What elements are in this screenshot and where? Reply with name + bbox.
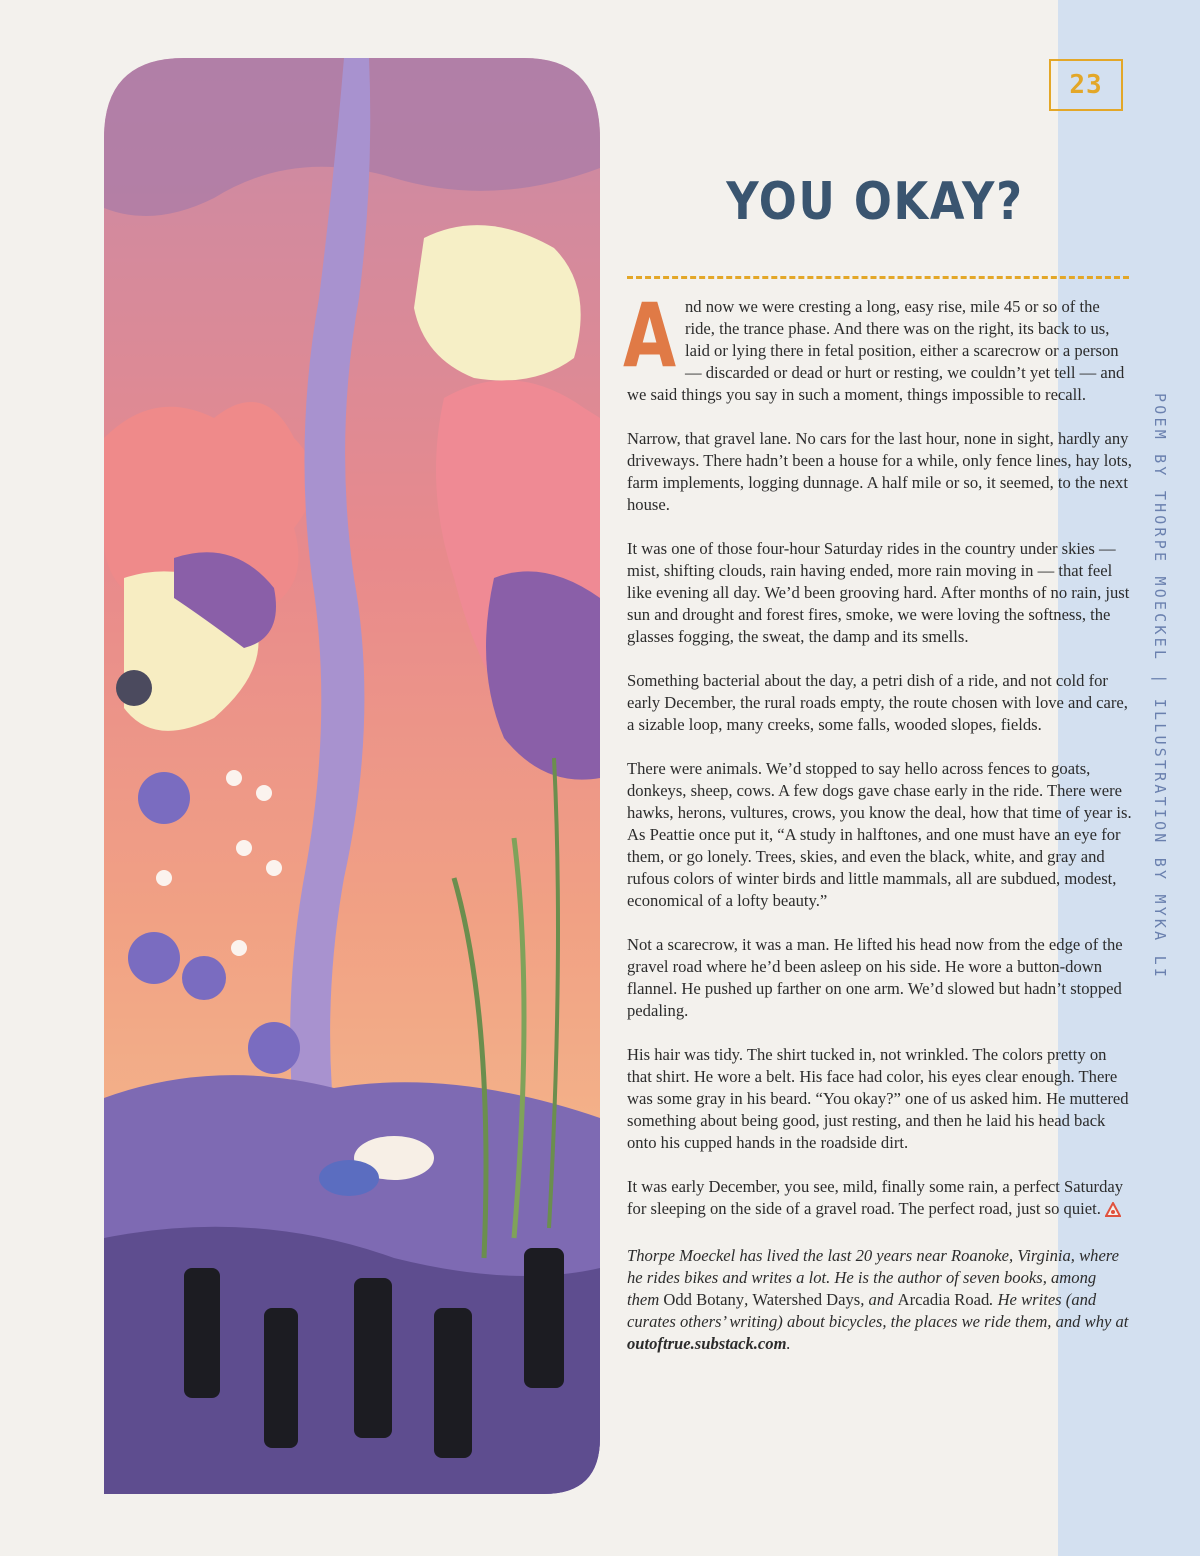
bio-text: . He writes (and curates others’ writing) about bicycles, the places we ride them, and why at [627, 1290, 1129, 1331]
illustration [94, 58, 600, 1494]
bio-text: , and [860, 1290, 898, 1309]
page-number: 23 [1049, 59, 1123, 111]
title-divider [627, 276, 1129, 279]
paragraph: Not a scarecrow, it was a man. He lifted his head now from the edge of the gravel road where he’d been asleep on his side. He wore a button-down flannel. He pushed up farther on one arm. We’d slowed but hadn’t stopped pedaling. [627, 935, 1123, 1020]
author-website-link[interactable]: outoftrue.substack.com [627, 1334, 787, 1353]
paragraph: Something bacterial about the day, a petri dish of a ride, and not cold for early December, the rural roads empty, the route chosen with love and care, a sizable loop, many creeks, some falls, wooded slopes, fields. [627, 671, 1128, 734]
paragraph-text: nd now we were cresting a long, easy rise, mile 45 or so of the ride, the trance phase. And there was on the right, its back to us, laid or lying there in fetal position, either a scarecrow or a person — discarded or dead or hurt or resting, we couldn’t yet tell — and we said things you say in such a moment, things impossible to recall. [627, 297, 1125, 404]
book-title: Watershed Days [752, 1290, 861, 1309]
paragraph [627, 1176, 1132, 1223]
paragraph-text: It was early December, you see, mild, finally some rain, a perfect Saturday for sleeping on the side of a gravel road. The perfect road, just so quiet. [627, 1177, 1124, 1218]
paragraph: Narrow, that gravel lane. No cars for the last hour, none in sight, hardly any driveways. There hadn’t been a house for a while, only fence lines, hay lots, farm implements, logging dunnage. A half mile or so, it seemed, to the next house. [627, 429, 1132, 514]
book-title: Arcadia Road [897, 1290, 990, 1309]
drop-cap: A [623, 284, 677, 387]
bio-text: . [786, 1334, 791, 1353]
byline-credit: POEM BY THORPE MOECKEL | ILLUSTRATION BY MYKA LI [1151, 393, 1169, 981]
bio-text: Thorpe Moeckel has lived the last 20 years near Roanoke, Virginia, where he rides bikes and writes a lot. He is the author of seven books, among them [627, 1246, 1120, 1309]
paragraph: His hair was tidy. The shirt tucked in, not wrinkled. The colors pretty on that shirt. He wore a belt. His face had color, his eyes clear enough. There was some gray in his beard. “You okay?” one of us asked him. He muttered something about being good, just resting, and then he laid his head back onto his cupped hands in the roadside dirt. [627, 1045, 1129, 1152]
article-title: YOU OKAY? [726, 172, 1024, 232]
book-title: Odd Botany [663, 1290, 745, 1309]
article-body [623, 284, 1132, 1377]
paragraph [623, 284, 1132, 406]
paragraph: It was one of those four-hour Saturday rides in the country under skies — mist, shifting clouds, rain having ended, more rain moving in — that feel like evening all day. We’d been grooving hard. After months of no rain, just sun and drought and forest fires, smoke, we were loving the softness, the glasses fogging, the sweat, the damp and its smells. [627, 539, 1130, 646]
paragraph: There were animals. We’d stopped to say hello across fences to goats, donkeys, sheep, cows. A few dogs gave chase early in the ride. There were hawks, herons, vultures, crows, you know the deal, how that time of year is. As Peattie once put it, “A study in halftones, and one must have an eye for them, or go lonely. Trees, skies, and even the black, white, and gray and rufous colors of winter birds and little mammals, all are subdued, modest, economical of a lofty beauty.” [627, 759, 1132, 910]
bio-text: , [744, 1290, 753, 1309]
triangle-end-mark-icon [1105, 1201, 1121, 1223]
author-bio [627, 1245, 1132, 1355]
